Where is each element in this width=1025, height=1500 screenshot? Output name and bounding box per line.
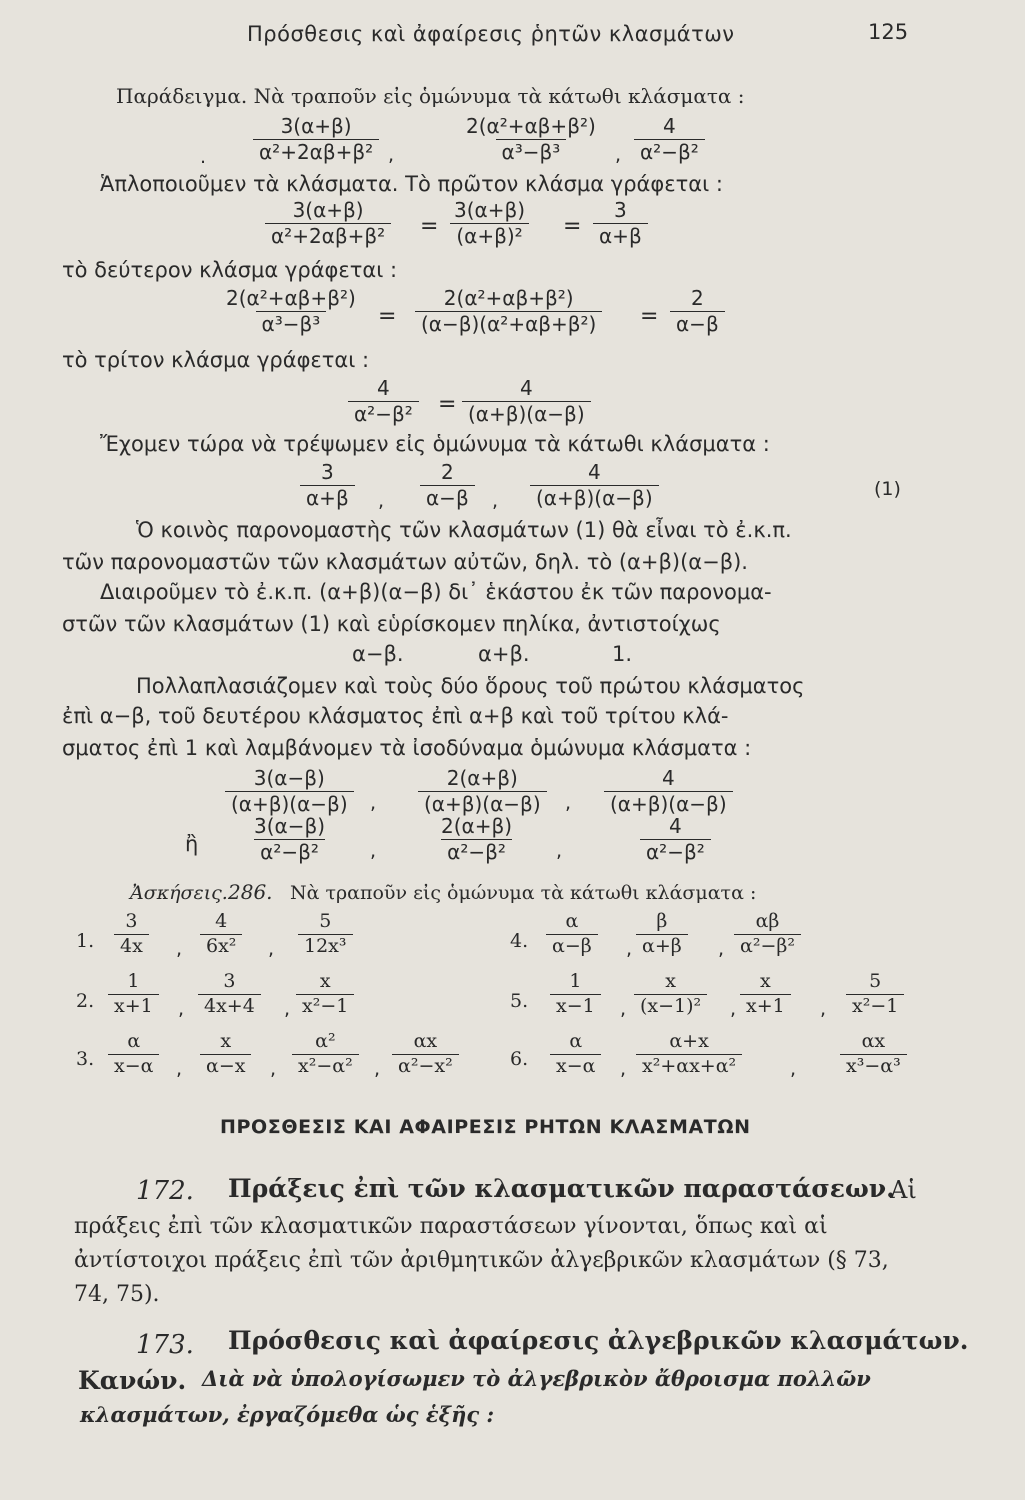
exercise-item-number: 1.	[76, 930, 95, 952]
now-text: Ἔχομεν τώρα νὰ τρέψωμεν εἰς ὁμώνυμα τὰ κάτωθι κλάσματα :	[100, 432, 770, 456]
paragraph-line: Πολλαπλασιάζομεν καὶ τοὺς δύο ὅρους τοῦ πρώτου κλάσματος	[136, 674, 805, 698]
quotient: α−β.	[352, 642, 404, 666]
paragraph-line: 74, 75).	[74, 1282, 160, 1307]
running-title: Πρόσθεσις καὶ ἀφαίρεσις ῥητῶν κλασμάτων	[247, 22, 735, 46]
quotient: 1.	[612, 642, 633, 666]
exercise-instruction: Νὰ τραποῦν εἰς ὁμώνυμα τὰ κάτωθι κλάσματα :	[290, 882, 757, 904]
fraction: $\frac{\alpha}{\alpha-\beta}$	[546, 912, 598, 957]
fraction: $\frac{\beta}{\alpha+\beta}$	[636, 912, 688, 957]
section-title: Πράξεις ἐπὶ τῶν κλασματικῶν παραστάσεων.	[228, 1174, 895, 1203]
fraction: $\frac{1}{x+1}$	[108, 972, 159, 1017]
fraction: $\frac{\alpha x}{\text{α²−x²}}$	[392, 1032, 459, 1077]
fraction: $\frac{x}{\text{(x−1)²}}$	[634, 972, 707, 1017]
fraction: $\frac{4}{\text{α²−β²}}$	[640, 816, 711, 863]
fraction: $\frac{3(\alpha+\beta)}{\text{α²+2αβ+β²}}$	[253, 116, 379, 163]
rule-label: Κανών.	[78, 1366, 187, 1395]
fraction: $\frac{\alpha}{x-\alpha}$	[108, 1032, 159, 1077]
exercise-item-number: 5.	[510, 990, 529, 1012]
exercise-item-number: 3.	[76, 1048, 95, 1070]
fraction: $\frac{3}{\alpha+\beta}$	[593, 200, 648, 247]
fraction: $\frac{4}{(\alpha+\beta)(\alpha-\beta)}$	[604, 768, 733, 815]
section-number: 173.	[136, 1330, 194, 1360]
exercise-number: 286.	[228, 880, 273, 904]
fraction: $\frac{2(\alpha+\beta)}{\text{α²−β²}}$	[441, 814, 513, 864]
fraction: $\frac{3(\alpha-\beta)}{\text{α²−β²}}$	[254, 814, 326, 864]
fraction: $\frac{\alpha}{x-\alpha}$	[550, 1032, 601, 1077]
fraction: $\frac{x}{x+1}$	[740, 972, 791, 1017]
paragraph-line: ἐπὶ α−β, τοῦ δευτέρου κλάσματος ἐπὶ α+β καὶ τοῦ τρίτου κλά-	[62, 704, 729, 728]
fraction: $\frac{2}{\alpha-\beta}$	[670, 288, 725, 335]
fraction: $\frac{\text{2(α²+αβ+β²)}}{\text{α³−β³}}$	[466, 114, 596, 164]
section-heading: ΠΡΟΣΘΕΣΙΣ ΚΑΙ ΑΦΑΙΡΕΣΙΣ ΡΗΤΩΝ ΚΛΑΣΜΑΤΩΝ	[220, 1116, 751, 1138]
fraction: $\frac{5}{\text{x²−1}}$	[846, 972, 904, 1017]
fraction: $\frac{3}{4x}$	[114, 912, 149, 957]
fraction: $\frac{3}{\alpha+\beta}$	[300, 462, 355, 509]
paragraph-line: Διαιροῦμεν τὸ ἐ.κ.π. (α+β)(α−β) δι᾿ ἑκάστου ἐκ τῶν παρονομα-	[100, 580, 772, 604]
paragraph-line: πράξεις ἐπὶ τῶν κλασματικῶν παραστάσεων γίνονται, ὅπως καὶ αἱ	[74, 1214, 828, 1239]
fraction: $\frac{4}{\text{6x²}}$	[200, 912, 242, 957]
exercise-item-number: 6.	[510, 1048, 529, 1070]
fraction: $\frac{\text{2(α²+αβ+β²)}}{\text{(α−β)(α²+αβ+β²)}}$	[415, 288, 602, 335]
exercise-item-number: 4.	[510, 930, 529, 952]
exercises-label: Ἀσκήσεις.	[130, 882, 228, 904]
example-intro: Παράδειγμα. Νὰ τραποῦν εἰς ὁμώνυμα τὰ κάτωθι κλάσματα :	[116, 84, 745, 108]
fraction: $\frac{x}{\text{x²−1}}$	[296, 972, 354, 1017]
fraction: $\frac{4}{(\alpha+\beta)(\alpha-\beta)}$	[462, 378, 591, 425]
fraction: $\frac{\alpha x}{\text{x³−α³}}$	[840, 1032, 907, 1077]
fraction: $\frac{4}{\text{α²−β²}}$	[348, 378, 419, 425]
fraction: $\frac{\alpha\beta}{\text{α²−β²}}$	[734, 912, 801, 957]
fraction: $\frac{x}{\alpha-x}$	[200, 1032, 251, 1077]
fraction: $\frac{3}{4x+4}$	[198, 972, 261, 1017]
simplify-text: Ἁπλοποιοῦμεν τὰ κλάσματα. Τὸ πρῶτον κλάσμα γράφεται :	[100, 172, 723, 196]
paragraph-line: σματος ἐπὶ 1 καὶ λαμβάνομεν τὰ ἰσοδύναμα ὁμώνυμα κλάσματα :	[62, 736, 752, 760]
fraction: $\frac{3(\alpha-\beta)}{(\alpha+\beta)(\alpha-\beta)}$	[225, 768, 354, 815]
exercise-item-number: 2.	[76, 990, 95, 1012]
section-number: 172.	[136, 1176, 194, 1206]
section-title: Πρόσθεσις καὶ ἀφαίρεσις ἀλγεβρικῶν κλασμάτων.	[228, 1326, 969, 1355]
paragraph-line: τῶν παρονομαστῶν τῶν κλασμάτων αὐτῶν, δηλ. τὸ (α+β)(α−β).	[62, 550, 748, 574]
equation-label: (1)	[874, 478, 901, 500]
fraction: $\frac{1}{x-1}$	[550, 972, 601, 1017]
paragraph-line: Διὰ νὰ ὑπολογίσωμεν τὸ ἀλγεβρικὸν ἄθροισμα πολλῶν	[202, 1366, 871, 1391]
fraction: $\frac{\alpha+x}{\text{x²+αx+α²}}$	[636, 1032, 742, 1077]
fraction: $\frac{2(\alpha+\beta)}{(\alpha+\beta)(\alpha-\beta)}$	[418, 768, 547, 815]
paragraph-line: κλασμάτων, ἐργαζόμεθα ὡς ἑξῆς :	[80, 1402, 495, 1427]
paragraph-line: στῶν τῶν κλασμάτων (1) καὶ εὑρίσκομεν πηλίκα, ἀντιστοίχως	[62, 612, 721, 636]
fraction: $\frac{4}{\text{α²−β²}}$	[634, 116, 705, 163]
quotient: α+β.	[478, 642, 530, 666]
or-word: ἢ	[185, 832, 199, 856]
paragraph-line: Αἱ	[890, 1176, 917, 1204]
fraction: $\frac{2}{\alpha-\beta}$	[420, 462, 475, 509]
fraction: $\frac{5}{\text{12x³}}$	[298, 912, 353, 957]
third-text: τὸ τρίτον κλάσμα γράφεται :	[62, 348, 370, 372]
fraction: $\frac{\text{α²}}{\text{x²−α²}}$	[292, 1032, 359, 1077]
fraction: $\frac{4}{(\alpha+\beta)(\alpha-\beta)}$	[530, 462, 659, 509]
fraction: $\frac{3(\alpha+\beta)}{\text{α²+2αβ+β²}}$	[265, 200, 391, 247]
fraction: $\frac{\text{2(α²+αβ+β²)}}{\text{α³−β³}}$	[226, 286, 356, 336]
page-number: 125	[868, 20, 909, 44]
paragraph-line: ἀντίστοιχοι πράξεις ἐπὶ τῶν ἀριθμητικῶν ἀλγεβρικῶν κλασμάτων (§ 73,	[74, 1248, 889, 1273]
paragraph-line: Ὁ κοινὸς παρονομαστὴς τῶν κλασμάτων (1) θὰ εἶναι τὸ ἐ.κ.π.	[136, 518, 792, 542]
second-text: τὸ δεύτερον κλάσμα γράφεται :	[62, 258, 398, 282]
fraction: $\frac{3(\alpha+\beta)}{\text{(α+β)²}}$	[448, 200, 531, 247]
